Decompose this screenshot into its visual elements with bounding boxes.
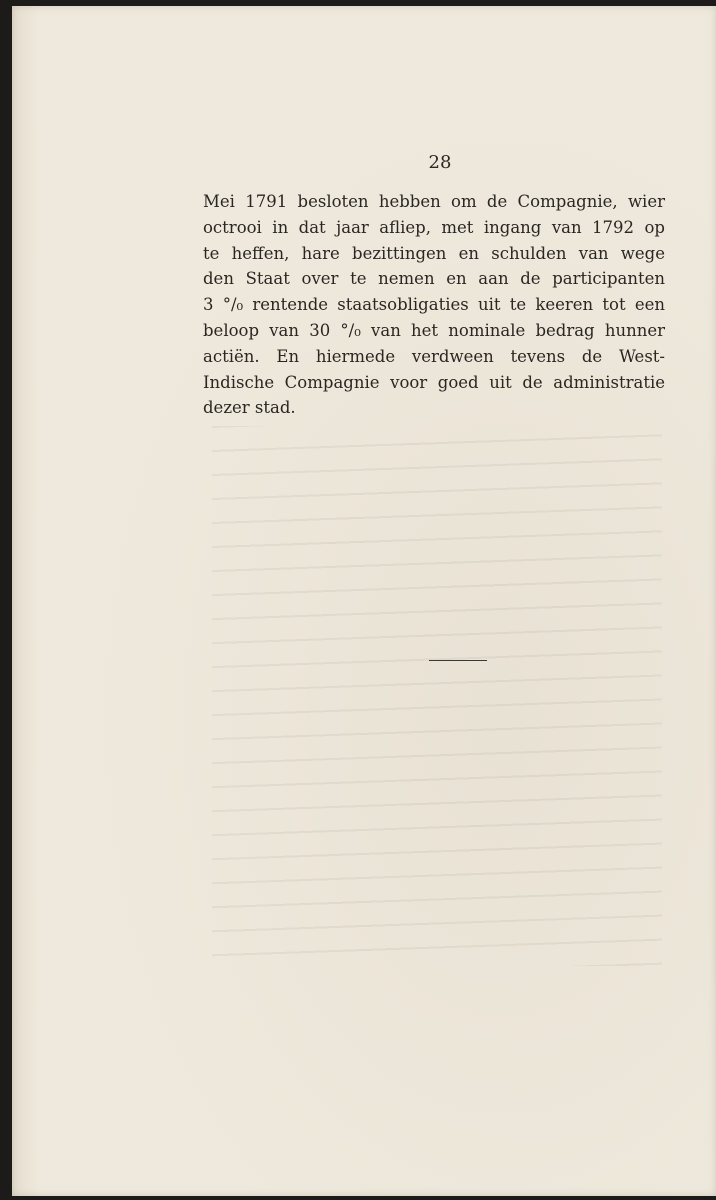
paragraph-line: te heffen, hare bezittingen en schulden van wege: [203, 243, 665, 263]
paragraph-line: beloop van 30 °/₀ van het nominale bedrag hunner: [203, 320, 665, 340]
section-end-rule: [429, 660, 487, 661]
paragraph-line: Indische Compagnie voor goed uit de administratie: [203, 372, 665, 392]
book-page: [12, 6, 716, 1196]
bleed-through-texture: [212, 426, 662, 966]
body-paragraph: [203, 189, 665, 421]
paragraph-line: 3 °/₀ rentende staatsobligaties uit te keeren tot een: [203, 295, 665, 315]
page-number: 28: [428, 152, 452, 173]
paragraph-line: dezer stad.: [203, 398, 296, 418]
paragraph-line: Mei 1791 besloten hebben om de Compagnie, wier: [203, 192, 665, 211]
paragraph-line: actiën. En hiermede verdween tevens de West-: [203, 346, 665, 366]
paragraph-line: octrooi in dat jaar afliep, met ingang van 1792 op: [203, 217, 665, 237]
paragraph-line: den Staat over te nemen en aan de participanten: [203, 269, 665, 289]
